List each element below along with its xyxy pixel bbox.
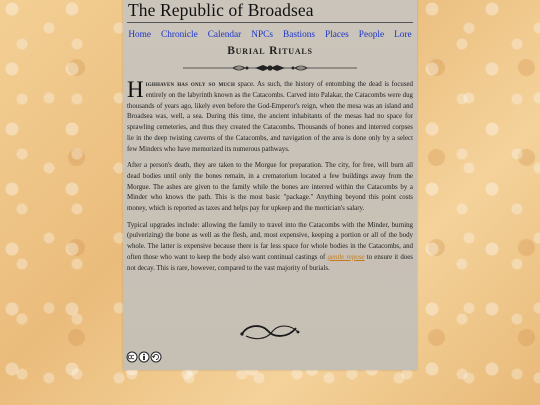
gentle-repose-link[interactable]: gentle repose (327, 253, 365, 261)
nav-calendar[interactable]: Calendar (207, 30, 242, 40)
paragraph-1 (127, 77, 414, 156)
nav-npcs[interactable]: NPCs (251, 30, 273, 40)
article-body (127, 77, 414, 280)
nav-bastions[interactable]: Bastions (283, 30, 316, 40)
nav-people[interactable]: People (358, 30, 385, 40)
nav-chronicle[interactable]: Chronicle (161, 30, 198, 40)
drop-cap: H (127, 77, 144, 102)
paragraph-3-text-a: Typical upgrades include: allowing the family to travel into the Catacombs with the Minder, burning (pulverizing) the bone as well as the flesh, and, most expensive, keeping a portion or all of the body whole. The latter is expensive because there is far less space for whole bodies in the Catacombs, and often those who want to keep the body also want continual castings of (127, 221, 413, 261)
nav-places[interactable]: Places (325, 30, 349, 40)
page-panel (123, 0, 417, 370)
paragraph-1-text: space. As such, the history of entombing the dead is focused entirely on the labyrinth known as the Catacombs. Carved into Palakar, the Catacombs were dug thousands of years ago, likely even before the God-Emperor's reign, when the mesa was an island and Broadsea was, well, a sea. During this time, the ancient inhabitants of the mesas had no space for sprawling cemeteries, and thus they created the Catacombs. Thousands of bones and interred corpses lie in the deep twisting caverns of the Catacombs, and navigation of the area is done only by a select few Minders who have memorized its numerous pathways. (127, 81, 414, 153)
paragraph-3 (127, 221, 413, 275)
flourish-ornament-icon (238, 320, 302, 342)
nav-lore[interactable]: Lore (394, 30, 412, 40)
title-rule (127, 22, 413, 23)
ornamental-divider-icon (183, 63, 357, 73)
article-heading: Burial Rituals (227, 45, 313, 57)
nav-home[interactable]: Home (128, 30, 152, 40)
lead-in: ighhaven has only so much (145, 81, 236, 88)
paragraph-2: After a person's death, they are taken to the Morgue for preparation. The city, for free, will burn all dead bodies until only the bones remain, in a crematorium located a few buildings away from the Morgue. The ashes are given to the family while the bones are interred within the Catacombs by a Minder who knows the path. This is the most basic "package." Anything beyond this point costs money, which is reported as taxes and helps pay for upkeep and the mortician's salary. (127, 162, 413, 213)
creative-commons-license-icon[interactable] (126, 351, 162, 363)
paragraph-3-text-b: to ensure it does not decay. This is rare, however, compared to the vast majority of burials. (127, 253, 413, 272)
main-nav (123, 24, 417, 40)
site-title[interactable]: The Republic of Broadsea (128, 0, 314, 20)
